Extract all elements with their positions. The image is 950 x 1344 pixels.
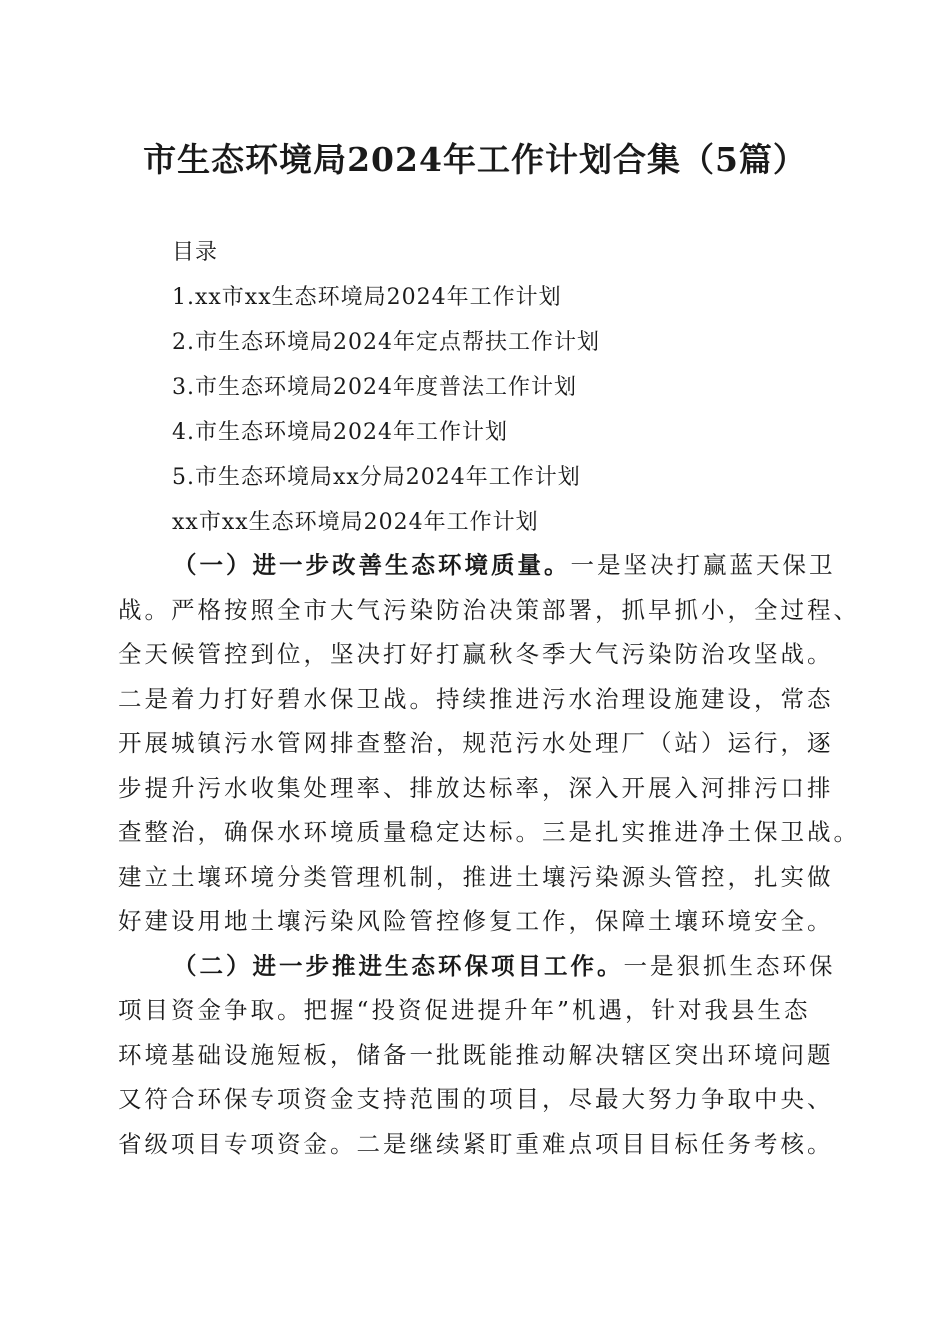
toc-item[interactable]: 1.xx市xx生态环境局2024年工作计划: [172, 285, 562, 310]
paragraph-line: 二是着力打好碧水保卫战。持续推进污水治理设施建设，常态: [118, 684, 834, 713]
paragraph-text: 一是狠抓生态环保: [623, 951, 836, 980]
toc-heading: 目录: [172, 240, 219, 265]
paragraph-line: 环境基础设施短板，储备一批既能推动解决辖区突出环境问题: [118, 1040, 834, 1069]
toc-item[interactable]: 2.市生态环境局2024年定点帮扶工作计划: [172, 330, 600, 355]
paragraph-line: 开展城镇污水管网排查整治，规范污水处理厂（站）运行，逐: [118, 729, 834, 757]
paragraph-line: 好建设用地土壤污染风险管控修复工作，保障土壤环境安全。: [118, 907, 834, 935]
paragraph-line: 查整治，确保水环境质量稳定达标。三是扎实推进净土保卫战。: [118, 818, 860, 846]
toc-item[interactable]: 4.市生态环境局2024年工作计划: [172, 420, 508, 445]
paragraph-line: 省级项目专项资金。二是继续紧盯重难点项目目标任务考核。: [118, 1129, 834, 1158]
paragraph-line: [118, 543, 836, 588]
toc-item[interactable]: 5.市生态环境局xx分局2024年工作计划: [172, 465, 581, 490]
table-of-contents: [172, 230, 872, 545]
paragraph-heading: （一）进一步改善生态环境质量。: [173, 551, 571, 579]
paragraph-line: 项目资金争取。把握“投资促进提升年”机遇，针对我县生态: [118, 996, 811, 1024]
section-title: xx市xx生态环境局2024年工作计划: [172, 510, 539, 535]
document-title: 市生态环境局2024年工作计划合集（5篇）: [143, 140, 807, 179]
paragraph-line: 步提升污水收集处理率、排放达标率，深入开展入河排污口排: [118, 773, 834, 802]
paragraph-line: [118, 944, 836, 989]
paragraph-line: 全天候管控到位，坚决打好打赢秋冬季大气污染防治攻坚战。: [118, 640, 834, 668]
paragraph-line: 又符合环保专项资金支持范围的项目，尽最大努力争取中央、: [118, 1085, 834, 1113]
paragraph-line: 建立土壤环境分类管理机制，推进土壤污染源头管控，扎实做: [118, 862, 834, 891]
paragraph-line: 战。严格按照全市大气污染防治决策部署，抓早抓小，全过程、: [118, 595, 860, 624]
paragraph-heading: （二）进一步推进生态环保项目工作。: [173, 951, 624, 980]
body-text: [118, 543, 860, 1166]
paragraph-text: 一是坚决打赢蓝天保卫: [570, 551, 836, 579]
toc-item[interactable]: 3.市生态环境局2024年度普法工作计划: [172, 375, 577, 400]
